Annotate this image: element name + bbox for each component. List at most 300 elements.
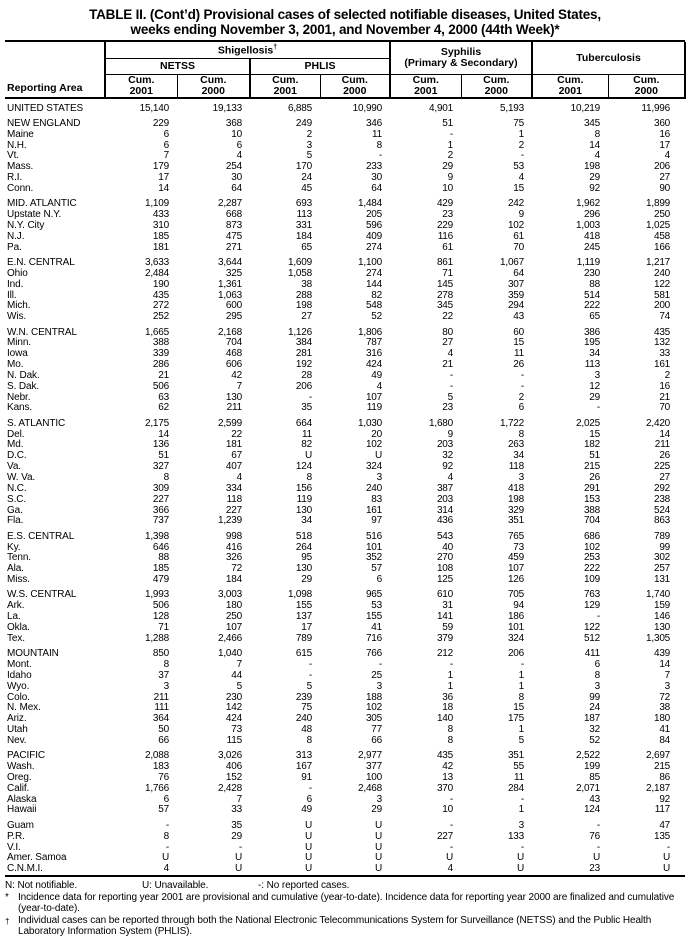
- col-header-phlis-2001: Cum. 2001: [250, 74, 320, 98]
- value-cell: 23: [589, 863, 601, 875]
- value-cell: 606: [225, 359, 242, 371]
- value-cell: 331: [295, 219, 312, 231]
- value-cell: 1,217: [646, 256, 671, 268]
- value-cell: 26: [513, 359, 525, 371]
- value-cell: 288: [295, 289, 312, 301]
- value-cell: 32: [589, 724, 601, 736]
- value-cell: 227: [436, 830, 454, 842]
- table-row: [5, 280, 685, 291]
- table-row: [5, 360, 685, 371]
- value-cell: 435: [152, 289, 169, 301]
- value-cell: 190: [152, 278, 169, 290]
- value-cell: 418: [583, 230, 601, 242]
- value-cell: 21: [442, 359, 454, 371]
- value-cell: -: [378, 150, 383, 162]
- value-cell: 664: [295, 417, 312, 429]
- value-cell: 15: [589, 428, 601, 440]
- value-cell: 416: [225, 541, 242, 553]
- value-cell: 2,522: [576, 750, 601, 762]
- value-cell: 47: [659, 819, 671, 831]
- reporting-area-cell: Minn.: [7, 337, 31, 349]
- reporting-area-cell: N. Mex.: [7, 702, 41, 714]
- value-cell: 111: [154, 702, 169, 714]
- value-cell: 99: [589, 691, 601, 703]
- value-cell: 3: [376, 472, 383, 483]
- value-cell: 2,071: [576, 782, 601, 794]
- value-cell: 2: [518, 139, 525, 151]
- value-cell: 384: [295, 337, 312, 349]
- value-cell: 388: [152, 337, 169, 349]
- value-cell: 253: [583, 552, 601, 564]
- value-cell: 18: [442, 702, 454, 714]
- value-cell: 406: [225, 761, 242, 773]
- value-cell: 435: [436, 750, 454, 762]
- value-cell: 75: [301, 702, 312, 714]
- reporting-area-cell: Idaho: [7, 669, 32, 681]
- value-cell: 3,644: [217, 256, 242, 268]
- value-cell: -: [596, 841, 601, 853]
- value-cell: 212: [436, 648, 454, 660]
- value-cell: 861: [436, 256, 454, 268]
- value-cell: 5: [306, 150, 312, 162]
- reporting-area-cell: R.I.: [7, 172, 23, 184]
- value-cell: 100: [365, 771, 383, 783]
- value-cell: -: [308, 659, 312, 670]
- value-cell: 229: [436, 219, 454, 231]
- value-cell: 180: [225, 600, 242, 612]
- value-cell: 615: [295, 648, 312, 660]
- reporting-area-cell: P.R.: [7, 830, 25, 842]
- value-cell: 2,466: [217, 632, 242, 644]
- value-cell: 118: [508, 461, 525, 473]
- value-cell: 17: [158, 172, 169, 184]
- value-cell: 263: [507, 439, 525, 451]
- value-cell: 239: [295, 691, 312, 703]
- value-cell: 4: [447, 863, 454, 875]
- value-cell: 292: [653, 482, 671, 494]
- value-cell: 130: [653, 621, 671, 633]
- value-cell: 57: [158, 804, 169, 816]
- value-cell: 716: [365, 632, 383, 644]
- shigellosis-group-header: [105, 42, 390, 58]
- value-cell: 51: [158, 450, 169, 462]
- value-cell: 13: [442, 771, 454, 783]
- value-cell: 8: [518, 428, 525, 440]
- syphilis-label-line1: Syphilis: [440, 45, 482, 58]
- value-cell: 14: [589, 139, 601, 151]
- value-cell: U: [663, 852, 671, 864]
- value-cell: 26: [589, 472, 601, 483]
- reporting-area-cell: N. Dak.: [7, 369, 40, 381]
- reporting-area-cell: Nebr.: [7, 391, 31, 403]
- value-cell: 71: [442, 267, 454, 279]
- value-cell: 50: [158, 724, 169, 736]
- value-cell: 245: [583, 241, 601, 253]
- reporting-area-cell: Va.: [7, 461, 21, 473]
- value-cell: 187: [583, 713, 601, 725]
- reporting-area-cell: N.J.: [7, 230, 25, 242]
- table-row: [5, 832, 685, 843]
- reporting-area-cell: V.I.: [7, 841, 21, 853]
- value-cell: 281: [295, 348, 312, 360]
- value-cell: 41: [659, 724, 671, 736]
- value-cell: 3,026: [217, 750, 242, 762]
- reporting-area-cell: Ohio: [7, 267, 28, 279]
- value-cell: 43: [513, 311, 525, 323]
- value-cell: 206: [295, 380, 312, 392]
- value-cell: 252: [152, 311, 169, 323]
- value-cell: 3: [664, 680, 671, 692]
- value-cell: 30: [231, 172, 242, 184]
- value-cell: 11: [372, 128, 383, 140]
- table-section: [5, 114, 685, 194]
- value-cell: 506: [152, 600, 169, 612]
- value-cell: 206: [507, 648, 525, 660]
- value-cell: -: [520, 150, 525, 162]
- value-cell: 49: [301, 804, 312, 816]
- value-cell: -: [596, 611, 601, 623]
- value-cell: 146: [653, 611, 671, 623]
- value-cell: 109: [583, 574, 601, 586]
- table-row: [5, 349, 685, 360]
- table-row: [5, 747, 685, 762]
- col-header-phlis-2000: Cum. 2000: [320, 74, 390, 98]
- value-cell: 1,126: [287, 326, 312, 338]
- table-row: [5, 98, 685, 114]
- value-cell: 514: [583, 289, 601, 301]
- value-cell: 116: [437, 230, 454, 242]
- table-row: [5, 253, 685, 268]
- table-section: [5, 527, 685, 586]
- value-cell: 479: [152, 574, 169, 586]
- value-cell: 5: [447, 391, 454, 403]
- value-cell: 53: [513, 161, 525, 173]
- reporting-area-cell: Utah: [7, 724, 28, 736]
- dagger-symbol: †: [273, 43, 278, 51]
- value-cell: 73: [231, 724, 242, 736]
- value-cell: 10: [231, 128, 242, 140]
- value-cell: 7: [236, 793, 242, 805]
- value-cell: 295: [225, 311, 242, 323]
- value-cell: 230: [583, 267, 601, 279]
- value-cell: U: [304, 863, 312, 875]
- value-cell: 117: [654, 804, 671, 816]
- value-cell: 377: [365, 761, 383, 773]
- value-cell: 144: [365, 278, 383, 290]
- value-cell: 8: [306, 472, 312, 483]
- value-cell: 368: [225, 117, 242, 129]
- value-cell: 203: [436, 493, 454, 505]
- value-cell: 249: [295, 117, 312, 129]
- value-cell: 233: [365, 161, 383, 173]
- value-cell: 6: [236, 139, 242, 151]
- value-cell: 705: [507, 589, 525, 601]
- value-cell: -: [165, 841, 169, 853]
- value-cell: 28: [301, 369, 312, 381]
- reporting-area-cell: Guam: [7, 819, 34, 831]
- value-cell: 115: [226, 734, 242, 746]
- value-cell: -: [238, 841, 242, 853]
- value-cell: 199: [583, 761, 601, 773]
- value-cell: -: [520, 659, 525, 670]
- value-cell: 211: [654, 439, 671, 451]
- value-cell: 324: [365, 461, 383, 473]
- value-cell: 327: [152, 461, 169, 473]
- table-section: [5, 414, 685, 527]
- value-cell: -: [378, 659, 383, 670]
- value-cell: 42: [442, 761, 454, 773]
- value-cell: 29: [589, 172, 601, 184]
- value-cell: 74: [659, 311, 671, 323]
- value-cell: 2,484: [144, 267, 169, 279]
- value-cell: 1,288: [144, 632, 169, 644]
- value-cell: 524: [653, 504, 671, 516]
- table-row: [5, 269, 685, 280]
- reporting-area-cell: Maine: [7, 128, 34, 140]
- value-cell: 70: [513, 241, 525, 253]
- value-cell: 29: [589, 391, 601, 403]
- reporting-area-cell: UNITED STATES: [7, 102, 84, 114]
- value-cell: 65: [589, 311, 601, 323]
- value-cell: 33: [659, 348, 671, 360]
- value-cell: 49: [371, 369, 383, 381]
- value-cell: 64: [513, 267, 525, 279]
- value-cell: 296: [583, 209, 601, 221]
- value-cell: 3: [518, 472, 525, 483]
- value-cell: 1: [447, 669, 454, 681]
- reporting-area-cell: Upstate N.Y.: [7, 209, 62, 221]
- value-cell: 198: [295, 300, 312, 312]
- value-cell: 2,175: [144, 417, 169, 429]
- value-cell: 1,722: [500, 417, 525, 429]
- value-cell: 10: [442, 182, 454, 194]
- value-cell: 351: [507, 750, 525, 762]
- value-cell: 64: [231, 182, 242, 194]
- reporting-area-cell: Wash.: [7, 761, 35, 773]
- value-cell: 314: [436, 504, 454, 516]
- value-cell: 379: [436, 632, 454, 644]
- value-cell: 8: [376, 139, 383, 151]
- value-cell: 4: [664, 150, 671, 162]
- value-cell: 153: [583, 493, 601, 505]
- reporting-area-cell: Kans.: [7, 402, 33, 414]
- value-cell: 10,219: [570, 102, 601, 114]
- value-cell: U: [304, 819, 312, 831]
- value-cell: U: [446, 852, 454, 864]
- value-cell: 360: [653, 117, 671, 129]
- value-cell: 2,428: [217, 782, 242, 794]
- reporting-area-cell: S. ATLANTIC: [7, 417, 66, 429]
- value-cell: 15: [513, 337, 525, 349]
- value-cell: 80: [442, 326, 454, 338]
- value-cell: 92: [589, 182, 601, 194]
- value-cell: 250: [225, 611, 242, 623]
- value-cell: 155: [295, 600, 312, 612]
- reporting-area-cell: Ariz.: [7, 713, 27, 725]
- value-cell: 53: [371, 600, 383, 612]
- value-cell: 30: [371, 172, 383, 184]
- value-cell: 107: [225, 621, 242, 633]
- footnote-star-text: Incidence data for reporting year 2001 are provisional and cumulative (year-to-date). Incidence data for reporting year 2000 are finalized and cumulative (year-to-date).: [18, 891, 675, 915]
- value-cell: 459: [507, 552, 525, 564]
- table-section: [5, 195, 685, 254]
- col-header-syphilis-2000: Cum. 2000: [461, 74, 532, 98]
- value-cell: 71: [158, 621, 169, 633]
- value-cell: U: [234, 852, 242, 864]
- legend-no-reported-cases: -: No reported cases.: [258, 880, 350, 892]
- reporting-area-cell: Ala.: [7, 563, 24, 575]
- reporting-area-cell: Del.: [7, 428, 25, 440]
- table-row: [5, 393, 685, 404]
- reporting-area-cell: Wis.: [7, 311, 27, 323]
- value-cell: 2: [447, 150, 454, 162]
- table-row: [5, 114, 685, 129]
- table-row: [5, 130, 685, 141]
- reporting-area-cell: E.N. CENTRAL: [7, 256, 75, 268]
- reporting-area-cell: MID. ATLANTIC: [7, 198, 77, 210]
- value-cell: -: [449, 819, 454, 831]
- value-cell: 94: [513, 600, 525, 612]
- value-cell: 1,680: [429, 417, 454, 429]
- value-cell: 512: [583, 632, 601, 644]
- value-cell: 42: [231, 369, 242, 381]
- value-cell: 3: [163, 680, 169, 692]
- table-row: [5, 173, 685, 184]
- value-cell: 646: [152, 541, 169, 553]
- value-cell: 2,168: [217, 326, 242, 338]
- value-cell: 238: [653, 493, 671, 505]
- value-cell: 91: [301, 771, 312, 783]
- value-cell: 3,003: [217, 589, 242, 601]
- value-cell: U: [375, 841, 383, 853]
- value-cell: 17: [659, 139, 671, 151]
- value-cell: 195: [583, 337, 601, 349]
- value-cell: 1,305: [646, 632, 671, 644]
- value-cell: 27: [442, 337, 454, 349]
- value-cell: 4: [236, 472, 242, 483]
- value-cell: 155: [365, 611, 383, 623]
- reporting-area-cell: Iowa: [7, 348, 28, 360]
- table-row: [5, 601, 685, 612]
- reporting-area-cell: Mo.: [7, 359, 24, 371]
- value-cell: 230: [225, 691, 242, 703]
- value-cell: 85: [589, 771, 601, 783]
- table-row: [5, 462, 685, 473]
- value-cell: 132: [653, 337, 671, 349]
- table-section: [5, 253, 685, 323]
- value-cell: -: [449, 659, 454, 670]
- value-cell: 1,109: [144, 198, 169, 210]
- value-cell: 72: [659, 691, 671, 703]
- value-cell: 2,025: [576, 417, 601, 429]
- value-cell: 27: [659, 172, 671, 184]
- value-cell: 20: [371, 428, 383, 440]
- value-cell: -: [666, 841, 671, 853]
- table-title-line2: weeks ending November 3, 2001, and November 4, 2000 (44th Week)*: [130, 22, 560, 37]
- reporting-area-cell: Tenn.: [7, 552, 31, 564]
- value-cell: 291: [583, 482, 601, 494]
- value-cell: 411: [584, 648, 601, 660]
- value-cell: 693: [295, 198, 312, 210]
- value-cell: 15: [513, 702, 525, 714]
- value-cell: 2: [518, 391, 525, 403]
- footnote-dagger-marker: †: [5, 916, 10, 926]
- value-cell: 185: [152, 230, 169, 242]
- value-cell: 581: [653, 289, 671, 301]
- value-cell: 8: [594, 128, 601, 140]
- tuberculosis-group-header: Tuberculosis: [532, 42, 685, 74]
- value-cell: 25: [371, 669, 383, 681]
- value-cell: 90: [659, 182, 671, 194]
- value-cell: 118: [226, 493, 242, 505]
- value-cell: 225: [653, 461, 671, 473]
- table-row: [5, 816, 685, 831]
- value-cell: 250: [653, 209, 671, 221]
- value-cell: 227: [152, 493, 169, 505]
- value-cell: 159: [653, 600, 671, 612]
- reporting-area-cell: PACIFIC: [7, 750, 46, 762]
- table-row: [5, 403, 685, 414]
- value-cell: 345: [436, 300, 454, 312]
- value-cell: 215: [653, 761, 671, 773]
- value-cell: 83: [371, 493, 383, 505]
- value-cell: 40: [442, 541, 454, 553]
- value-cell: 167: [295, 761, 312, 773]
- value-cell: 60: [513, 326, 525, 338]
- value-cell: 1,806: [358, 326, 383, 338]
- value-cell: 43: [589, 793, 601, 805]
- value-cell: 181: [225, 439, 242, 451]
- netss-subheader: NETSS: [105, 58, 250, 74]
- value-cell: 326: [225, 552, 242, 564]
- value-cell: 257: [653, 563, 671, 575]
- value-cell: U: [375, 450, 383, 462]
- value-cell: 286: [152, 359, 169, 371]
- value-cell: 10: [442, 804, 454, 816]
- value-cell: 272: [152, 300, 169, 312]
- value-cell: -: [308, 391, 312, 403]
- value-cell: 313: [295, 750, 312, 762]
- value-cell: 6: [163, 139, 169, 151]
- reporting-area-cell: N.H.: [7, 139, 27, 151]
- value-cell: 11: [302, 428, 312, 440]
- reporting-area-cell: S. Dak.: [7, 380, 40, 392]
- value-cell: 15,140: [139, 102, 169, 114]
- value-cell: 141: [436, 611, 454, 623]
- value-cell: 302: [653, 552, 671, 564]
- table-row: [5, 414, 685, 429]
- value-cell: 84: [659, 734, 671, 746]
- value-cell: 7: [236, 659, 242, 670]
- value-cell: 4: [518, 172, 525, 184]
- value-cell: 126: [507, 574, 525, 586]
- reporting-area-cell: Ind.: [7, 278, 24, 290]
- value-cell: 424: [225, 713, 242, 725]
- value-cell: 2,420: [646, 417, 671, 429]
- value-cell: 8: [447, 734, 454, 746]
- legend-unavailable: U: Unavailable.: [142, 880, 209, 892]
- value-cell: 124: [295, 461, 312, 473]
- reporting-area-cell: W. Va.: [7, 472, 36, 483]
- table-section: [5, 98, 685, 114]
- value-cell: -: [449, 793, 454, 805]
- reporting-area-cell: Amer. Samoa: [7, 852, 67, 864]
- value-cell: 2,187: [646, 782, 671, 794]
- value-cell: 161: [365, 504, 383, 516]
- reporting-area-cell: Oreg.: [7, 771, 32, 783]
- value-cell: 73: [513, 541, 525, 553]
- value-cell: 284: [507, 782, 525, 794]
